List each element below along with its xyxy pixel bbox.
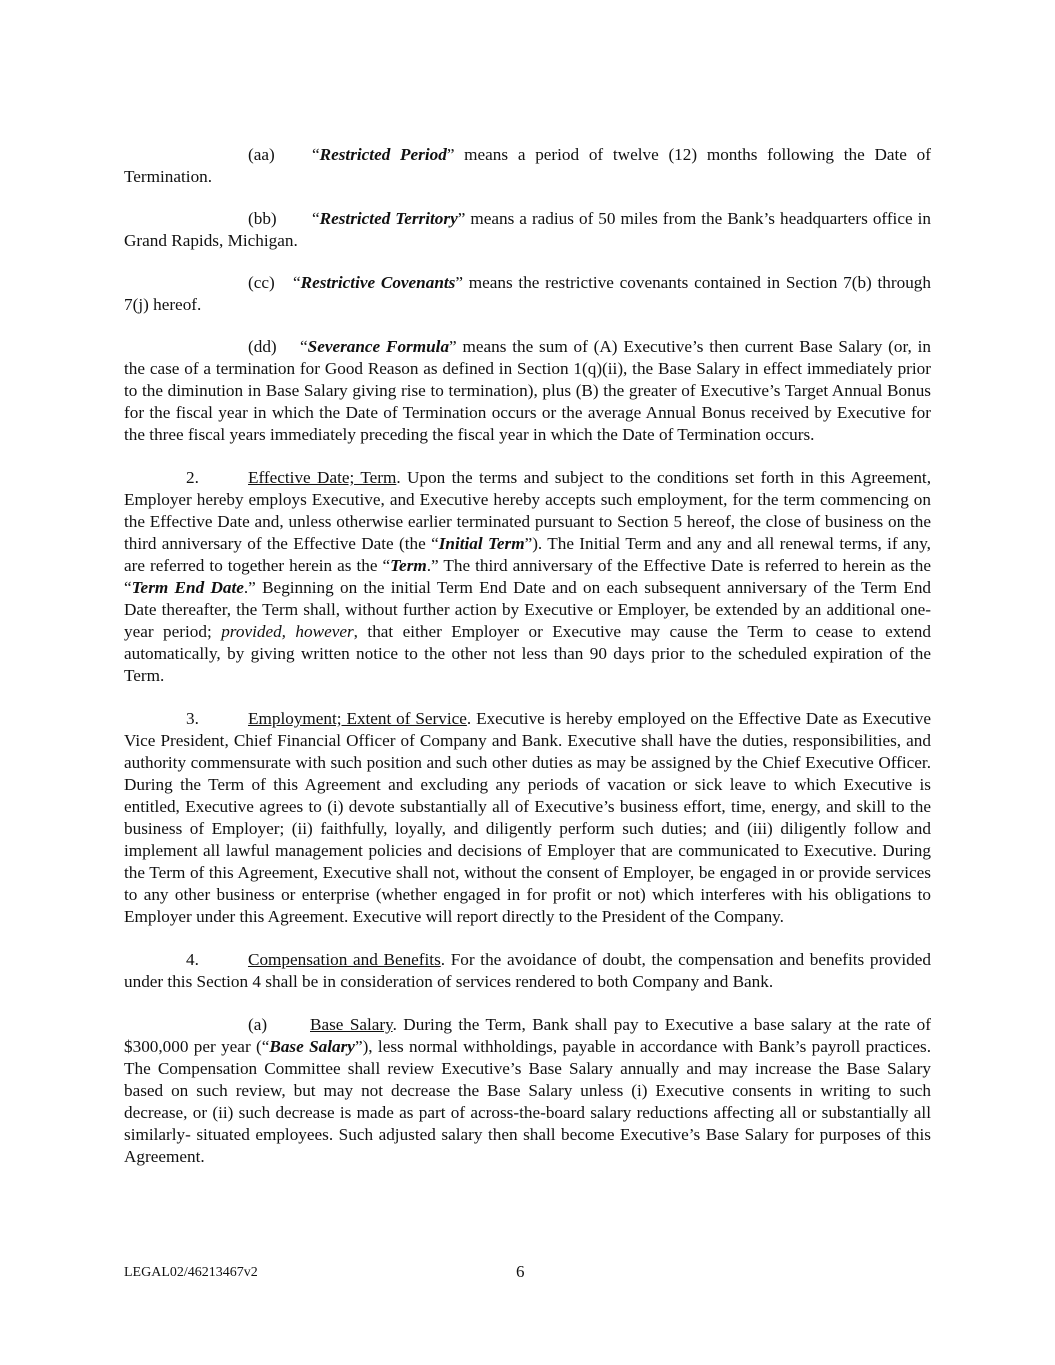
defined-term: Term End Date [131,578,244,597]
defined-term: Severance Formula [307,337,450,356]
clause-label: (bb) [248,209,277,228]
document-page [124,144,931,1168]
section-number: 3. [186,709,199,728]
section-heading: Effective Date; Term [248,468,397,487]
section-heading: Compensation and Benefits [248,950,441,969]
document-id: LEGAL02/46213467v2 [124,1265,258,1280]
proviso: provided, however [221,622,354,641]
section-2-effective-date-term: 2. Effective Date; Term. Upon the terms and subject to the conditions set forth in this Agreement, Employer hereby employs Executive, and Executive hereby accepts such employment, for the term commencing on the Effective Date and, unless otherwise earlier terminated pursuant to Section 5 hereof, the close of business on the third anniversary of the Effective Date (the “Initial Term”). The Initial Term and any and all renewal terms, if any, are referred to together herein as the “Term.” The third anniversary of the Effective Date is referred to herein as the “Term End Date.” Beginning on the initial Term End Date and on each subsequent anniversary of the Term End Date thereafter, the Term shall, without further action by Executive or Employer, be extended by an additional one-year period; provided, however, that either Employer or Executive may cause the Term to cease to extend automatically, by giving written notice to the other not less than 90 days prior to the scheduled expiration of the Term. [124,468,932,685]
defined-term: Initial Term [438,534,525,553]
definition-bb: (bb) “Restricted Territory” means a radius of 50 miles from the Bank’s headquarters office in Grand Rapids, Michigan. [124,209,931,250]
section-heading: Base Salary [310,1015,393,1034]
definition-cc: (cc) “Restrictive Covenants” means the restrictive covenants contained in Section 7(b) through 7(j) hereof. [124,273,931,314]
definition-dd: (dd) “Severance Formula” means the sum of (A) Executive’s then current Base Salary (or, in the case of a termination for Good Reason as defined in Section 1(q)(ii), the Base Salary in effect immediately prior to the diminution in Base Salary giving rise to termination), plus (B) the greater of Executive’s Target Annual Bonus for the fiscal year in which the Date of Termination occurs or the average Annual Bonus received by Executive for the three fiscal years immediately preceding the fiscal year in which the Date of Termination occurs. [124,337,931,444]
section-4a-base-salary: (a) Base Salary. During the Term, Bank shall pay to Executive a base salary at the rate of $300,000 per year (“Base Salary”), less normal withholdings, payable in accordance with Bank’s payroll practices. The Compensation Committee shall review Executive’s Base Salary annually and may increase the Base Salary based on such review, but may not decrease the Base Salary unless (i) Executive consents in writing to such decrease, or (ii) such decrease is made as part of across-the-board salary reductions affecting all or substantially all similarly- situated employees. Such adjusted salary then shall become Executive’s Base Salary for purposes of this Agreement. [124,1015,932,1166]
section-number: 2. [186,468,199,487]
section-heading: Employment; Extent of Service [248,709,467,728]
clause-label: (aa) [248,145,275,164]
definition-aa: (aa) “Restricted Period” means a period of twelve (12) months following the Date of Termination. [124,145,931,186]
defined-term: Restricted Period [319,145,447,164]
defined-term: Base Salary [269,1037,355,1056]
clause-label: (cc) [248,273,275,292]
clause-label: (dd) [248,337,277,356]
section-number: 4. [186,950,199,969]
defined-term: Restrictive Covenants [300,273,456,292]
defined-term: Restricted Territory [319,209,458,228]
clause-label: (a) [248,1015,268,1034]
section-4-compensation: 4. Compensation and Benefits. For the avoidance of doubt, the compensation and benefits provided under this Section 4 shall be in consideration of services rendered to both Company and Bank. [124,950,931,991]
page-number: 6 [516,1262,525,1281]
defined-term: Term [390,556,427,575]
section-3-employment: 3. Employment; Extent of Service. Executive is hereby employed on the Effective Date as Executive Vice President, Chief Financial Officer of Company and Bank. Executive shall have the duties, responsibilities, and authority commensurate with such position and such other duties as may be assigned by the Chief Executive Officer. During the Term of this Agreement and excluding any periods of vacation or sick leave to which Executive is entitled, Executive agrees to (i) devote substantially all of Executive’s business effort, time, energy, and skill to the business of Employer; (ii) faithfully, loyally, and diligently perform such duties; and (iii) diligently follow and implement all lawful management policies and decisions of Employer that are communicated to Executive. During the Term of this Agreement, Executive shall not, without the consent of Employer, be engaged in or provide services to any other business or enterprise (whether engaged in for profit or not) which interferes with his obligations to Employer under this Agreement. Executive will report directly to the President of the Company. [124,709,931,926]
